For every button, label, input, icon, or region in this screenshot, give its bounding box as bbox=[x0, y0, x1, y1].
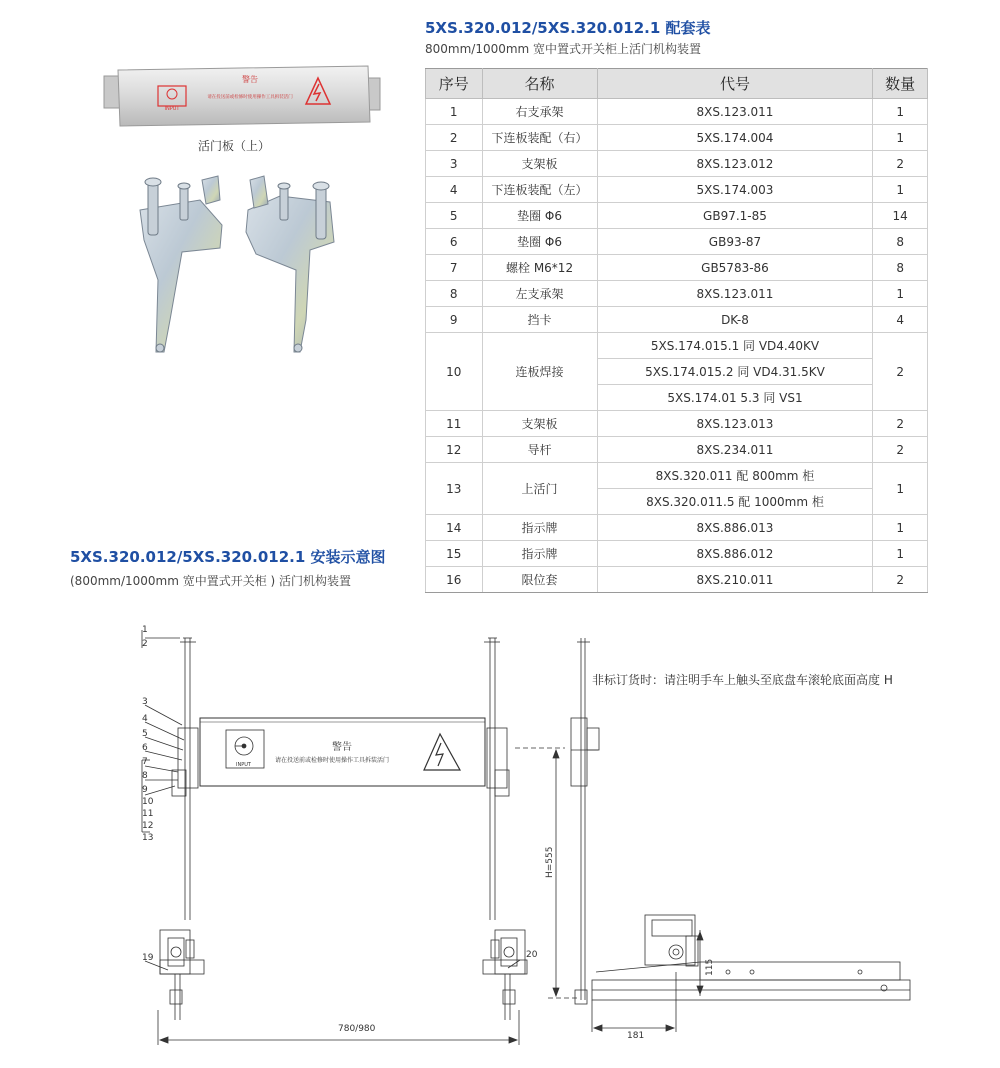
cell-code: GB5783-86 bbox=[597, 255, 873, 281]
table-row bbox=[426, 567, 928, 593]
cell-name: 下连板装配（左） bbox=[482, 177, 597, 203]
cell-name: 挡卡 bbox=[482, 307, 597, 333]
cell-qty: 1 bbox=[873, 541, 928, 567]
cell-code: 5XS.174.003 bbox=[597, 177, 873, 203]
installation-drawing bbox=[0, 600, 1000, 1068]
table-row bbox=[426, 177, 928, 203]
drawing-plate-text: 请在投送前或检修时使用操作工具拆装活门 bbox=[275, 757, 390, 764]
header-qty: 数量 bbox=[873, 69, 928, 99]
cell-no: 16 bbox=[426, 567, 483, 593]
cell-qty: 8 bbox=[873, 229, 928, 255]
parts-table bbox=[425, 68, 928, 593]
shutter-plate-photo bbox=[100, 64, 390, 134]
cell-name: 垫圈 Φ6 bbox=[482, 203, 597, 229]
table-title: 5XS.320.012/5XS.320.012.1 配套表 bbox=[425, 19, 711, 37]
cell-no: 12 bbox=[426, 437, 483, 463]
table-row bbox=[426, 203, 928, 229]
table-row bbox=[426, 307, 928, 333]
callout-19: 19 bbox=[142, 953, 154, 963]
cell-code: 8XS.886.013 bbox=[597, 515, 873, 541]
photo-plate-input: INPUT bbox=[164, 106, 180, 112]
header-code: 代号 bbox=[597, 69, 873, 99]
cell-code: 8XS.123.011 bbox=[597, 281, 873, 307]
callout-3: 3 bbox=[142, 697, 148, 707]
cell-no: 6 bbox=[426, 229, 483, 255]
parts-table-body bbox=[426, 99, 928, 593]
cell-name: 垫圈 Φ6 bbox=[482, 229, 597, 255]
callout-20: 20 bbox=[526, 950, 538, 960]
cell-no: 1 bbox=[426, 99, 483, 125]
cell-code: 5XS.174.01 5.3 同 VS1 bbox=[597, 385, 873, 411]
cell-no: 5 bbox=[426, 203, 483, 229]
table-header-row bbox=[426, 69, 928, 99]
cell-qty: 2 bbox=[873, 333, 928, 411]
cell-qty: 14 bbox=[873, 203, 928, 229]
cell-code: 8XS.886.012 bbox=[597, 541, 873, 567]
table-row bbox=[426, 125, 928, 151]
cell-no: 11 bbox=[426, 411, 483, 437]
photo-plate-text: 请在投送前或检修时使用操作工具拆装活门 bbox=[207, 95, 293, 100]
cell-name: 支架板 bbox=[482, 411, 597, 437]
callout-13: 13 bbox=[142, 833, 154, 843]
table-row bbox=[426, 229, 928, 255]
callout-2: 2 bbox=[142, 639, 148, 649]
callout-11: 11 bbox=[142, 809, 154, 819]
callout-4: 4 bbox=[142, 714, 148, 724]
cell-no: 4 bbox=[426, 177, 483, 203]
link-mechanism-photo bbox=[130, 170, 350, 360]
header-no: 序号 bbox=[426, 69, 483, 99]
table-row bbox=[426, 99, 928, 125]
cell-no: 9 bbox=[426, 307, 483, 333]
table-row bbox=[426, 515, 928, 541]
cell-qty: 4 bbox=[873, 307, 928, 333]
table-row bbox=[426, 437, 928, 463]
dim-width: 780/980 bbox=[338, 1024, 376, 1034]
cell-qty: 1 bbox=[873, 125, 928, 151]
callout-12: 12 bbox=[142, 821, 154, 831]
callout-9: 9 bbox=[142, 785, 148, 795]
cell-qty: 2 bbox=[873, 437, 928, 463]
cell-name: 下连板装配（右） bbox=[482, 125, 597, 151]
dim-115: 115 bbox=[705, 958, 715, 976]
table-row bbox=[426, 541, 928, 567]
cell-no: 7 bbox=[426, 255, 483, 281]
cell-code: 8XS.123.013 bbox=[597, 411, 873, 437]
table-row bbox=[426, 151, 928, 177]
install-title: 5XS.320.012/5XS.320.012.1 安装示意图 bbox=[70, 548, 386, 566]
cell-name: 限位套 bbox=[482, 567, 597, 593]
cell-no: 2 bbox=[426, 125, 483, 151]
table-row bbox=[426, 281, 928, 307]
cell-code: 8XS.123.011 bbox=[597, 99, 873, 125]
callout-1: 1 bbox=[142, 625, 148, 635]
header-name: 名称 bbox=[482, 69, 597, 99]
cell-name: 右支承架 bbox=[482, 99, 597, 125]
table-row bbox=[426, 411, 928, 437]
cell-name: 上活门 bbox=[482, 463, 597, 515]
ordering-note: 非标订货时：请注明手车上触头至底盘车滚轮底面高度 H bbox=[592, 673, 893, 687]
cell-code: 8XS.123.012 bbox=[597, 151, 873, 177]
callout-7: 7 bbox=[142, 757, 148, 767]
cell-no: 14 bbox=[426, 515, 483, 541]
cell-no: 3 bbox=[426, 151, 483, 177]
cell-code: GB93-87 bbox=[597, 229, 873, 255]
cell-name: 螺栓 M6*12 bbox=[482, 255, 597, 281]
cell-code: 8XS.210.011 bbox=[597, 567, 873, 593]
table-row bbox=[426, 255, 928, 281]
callout-5: 5 bbox=[142, 729, 148, 739]
cell-code: 8XS.320.011.5 配 1000mm 柜 bbox=[597, 489, 873, 515]
cell-qty: 2 bbox=[873, 411, 928, 437]
dim-181: 181 bbox=[627, 1031, 645, 1041]
cell-code: 5XS.174.015.2 同 VD4.31.5KV bbox=[597, 359, 873, 385]
cell-name: 连板焊接 bbox=[482, 333, 597, 411]
cell-name: 支架板 bbox=[482, 151, 597, 177]
cell-qty: 1 bbox=[873, 463, 928, 515]
dim-height: H=555 bbox=[545, 846, 555, 878]
cell-qty: 1 bbox=[873, 177, 928, 203]
table-row bbox=[426, 333, 928, 359]
cell-code: DK-8 bbox=[597, 307, 873, 333]
cell-code: 5XS.174.015.1 同 VD4.40KV bbox=[597, 333, 873, 359]
cell-name: 左支承架 bbox=[482, 281, 597, 307]
cell-qty: 2 bbox=[873, 151, 928, 177]
cell-no: 10 bbox=[426, 333, 483, 411]
cell-code: GB97.1-85 bbox=[597, 203, 873, 229]
table-subtitle: 800mm/1000mm 宽中置式开关柜上活门机构装置 bbox=[425, 42, 702, 56]
cell-code: 8XS.320.011 配 800mm 柜 bbox=[597, 463, 873, 489]
photo-plate-warning: 警告 bbox=[242, 75, 258, 84]
cell-no: 8 bbox=[426, 281, 483, 307]
table-row bbox=[426, 463, 928, 489]
callout-10: 10 bbox=[142, 797, 154, 807]
cell-qty: 2 bbox=[873, 567, 928, 593]
cell-no: 13 bbox=[426, 463, 483, 515]
cell-name: 指示牌 bbox=[482, 515, 597, 541]
cell-code: 5XS.174.004 bbox=[597, 125, 873, 151]
cell-qty: 1 bbox=[873, 515, 928, 541]
callout-6: 6 bbox=[142, 743, 148, 753]
callout-8: 8 bbox=[142, 771, 148, 781]
install-subtitle: (800mm/1000mm 宽中置式开关柜 ) 活门机构装置 bbox=[70, 574, 352, 588]
cell-qty: 1 bbox=[873, 99, 928, 125]
cell-code: 8XS.234.011 bbox=[597, 437, 873, 463]
cell-name: 导杆 bbox=[482, 437, 597, 463]
cell-qty: 1 bbox=[873, 281, 928, 307]
cell-qty: 8 bbox=[873, 255, 928, 281]
cell-no: 15 bbox=[426, 541, 483, 567]
photo-caption: 活门板（上） bbox=[198, 139, 271, 153]
drawing-input: INPUT bbox=[236, 762, 251, 768]
cell-name: 指示牌 bbox=[482, 541, 597, 567]
drawing-warning: 警告 bbox=[332, 742, 352, 753]
